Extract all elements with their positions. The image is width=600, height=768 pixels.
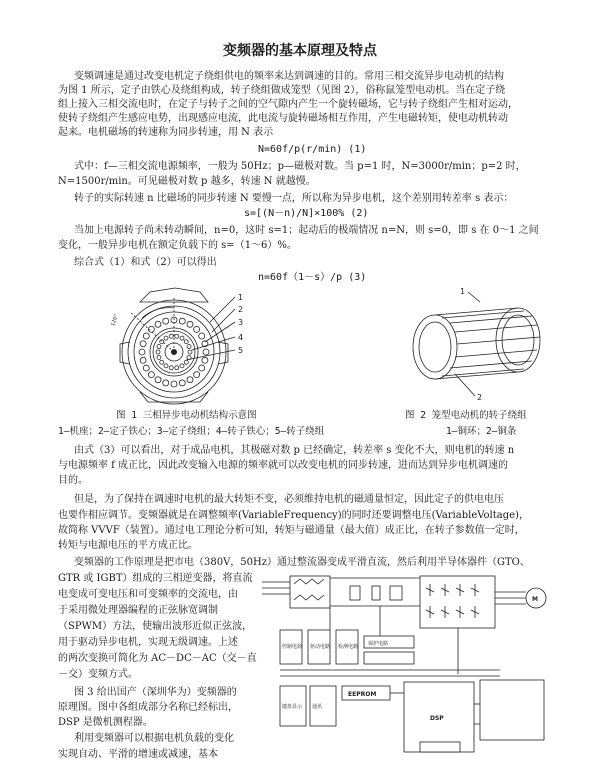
motor-symbol: M: [532, 596, 538, 603]
stator-slot: [202, 357, 208, 363]
block-label: 驱动电路: [310, 644, 331, 650]
paragraph-line: 故简称 VVVF（装置）。通过电工理论分析可知，转矩与磁通量（最大值）成正比，在转子参数值一定时，: [58, 525, 525, 536]
stator-slot: [148, 372, 154, 378]
paragraph-line: 为图 1 所示，定子由铁心及绕组构成，转子绕组做成笼型（见图 2），俗称鼠笼型电动机。当在定子绕: [58, 85, 506, 96]
formula-2: s=[(N－n)/N]×100% (2): [244, 208, 369, 219]
paragraph-line: 式中：f—三相交流电源频率，一般为 50Hz；p—磁极对数。当 p=1 时，N=3000r/min；p=2 时，: [74, 161, 526, 172]
stator-slot: [203, 349, 209, 355]
paragraph-line: DSP 是微机测程器。: [58, 717, 153, 728]
paragraph-line: 实现自动、平滑的增速或减速，基本: [58, 749, 218, 760]
paragraph-line: 组上接入三相交流电时，在定子与转子之间的空气隙内产生一个旋转磁场，它与转子绕组产生相对运动，: [58, 99, 518, 110]
block-label: 保护电路: [368, 641, 389, 647]
rotor-slot: [184, 340, 188, 344]
paragraph-line: 但是，为了保持在调速时电机的最大转矩不变，必须维持电机的磁通量恒定，因此定子的供电电压: [74, 494, 504, 505]
formula-3: n=60f（1－s）/p (3): [258, 272, 367, 283]
paragraph-line: 起来。电机磁场的转速称为同步转速，用 N 表示: [58, 127, 274, 138]
formula-1: N=60f/p(r/min) (1): [258, 144, 367, 155]
stator-slot: [194, 326, 200, 332]
block-label: 键盘显示: [282, 704, 303, 710]
paragraph-line: 变频器的工作原理是把市电（380V，50Hz）通过整流器变成平滑直流，然后利用半导体器件（GTO、: [74, 557, 530, 568]
figure-2-caption: 图 2 笼型电动机的转子绕组: [405, 410, 527, 421]
figure-2-squirrel-cage: [400, 287, 560, 402]
paragraph-line: 原理图。图中各组成部分名称已经标出，: [58, 702, 238, 713]
article-title: 变频器的基本原理及特点: [223, 43, 377, 59]
rotor-slot: [175, 334, 179, 338]
stator-slot: [194, 372, 200, 378]
paragraph-line: 变化，一般异步电机在额定负载下的 s=（1～6）%。: [58, 240, 297, 251]
rotor-slot: [184, 360, 188, 364]
paragraph-line: 综合式（1）和式（2）可以得出: [74, 257, 217, 268]
paragraph-line: N=1500r/min。可见磁极对数 p 越多，转速 N 就越慢。: [58, 176, 316, 187]
stator-slot: [140, 341, 146, 347]
paragraph-line: 图 3 给出国产（深圳华为）变频器的: [74, 687, 237, 698]
block-label: DSP: [430, 715, 444, 722]
figure-1-motor-structure: [100, 282, 300, 407]
fig2-marker: 2: [477, 393, 483, 402]
fig1-marker: 2: [238, 305, 244, 314]
rotor-slot: [164, 364, 168, 368]
stator-slot: [179, 380, 185, 386]
fig1-marker: 1: [238, 293, 244, 302]
rotor-slot: [169, 366, 173, 370]
block-label: 检测电路: [338, 644, 359, 650]
block-label: EEPROM: [348, 691, 377, 698]
paragraph-line: 当加上电源转子尚未转动瞬间，n=0，这时 s=1；起动后的极端情况 n=N，则 s=0，即 s 在 0～1 之间: [74, 225, 539, 236]
paragraph-line: 电变成可变电压和可变频率的交流电，由: [58, 589, 238, 600]
stator-slot: [143, 365, 149, 371]
figure-3-inverter-schematic: [260, 574, 550, 762]
fig1-marker: 3: [238, 318, 244, 327]
stator-slot: [171, 381, 177, 387]
power-circuit: [262, 576, 546, 628]
stator-slot: [155, 321, 161, 327]
paragraph-line: （SPWM）方法，使输出波形近似正弦波，: [58, 621, 253, 632]
paragraph-line: 使转子绕组产生感应电势，出现感应电流，此电流与旋转磁场相互作用，产生电磁转矩，使电动机转动: [58, 113, 508, 124]
paragraph-line: 目的。: [58, 475, 88, 486]
rotor-slot: [187, 345, 191, 349]
fig1-marker: 4: [238, 333, 244, 342]
cage-rotor-drawing: [413, 308, 540, 379]
rotor-slot: [180, 336, 184, 340]
rotor-slot: [180, 364, 184, 368]
figure-2-legend: 1—铜环；2—铜条: [446, 426, 517, 437]
rotor-slot: [160, 360, 164, 364]
stator-slot: [163, 318, 169, 324]
figure-1-caption: 图 1 三相异步电动机结构示意图: [116, 410, 257, 421]
stator-slot: [139, 349, 145, 355]
block-label: 通讯: [312, 704, 323, 710]
paragraph-line: 也要作相应调节。变频器就是在调整频率(VariableFrequency)的同时还要调整电压(VariableVoltage)，: [58, 510, 529, 521]
figure-1-legend: 1—机座；2—定子铁心；3—定子绕组；4—转子铁心；5—转子绕组: [58, 426, 325, 437]
fig2-marker: 1: [460, 287, 466, 296]
rotor-slot: [156, 350, 160, 354]
paragraph-line: 用于驱动异步电机，实现无级调速。上述: [58, 637, 238, 648]
paragraph-line: －交）变频方式。: [58, 669, 138, 680]
paragraph-line: 转矩与电源电压的平方成正比。: [58, 540, 198, 551]
paragraph-line: 于采用微处理器编程的正弦脉宽调制: [58, 605, 218, 616]
stator-slot: [199, 365, 205, 371]
stator-slot: [155, 377, 161, 383]
motor-housing-drawing: [120, 288, 228, 404]
stator-slot: [143, 333, 149, 339]
stator-slot: [179, 318, 185, 324]
stator-slot: [140, 357, 146, 363]
rotor-slot: [169, 334, 173, 338]
paragraph-line: 由式（3）可以看出，对于成品电机，其极磁对数 p 已经确定，转差率 s 变化不大，则电机的转速 n: [74, 445, 515, 456]
rotor-slot: [164, 336, 168, 340]
rotor-slot: [160, 340, 164, 344]
paragraph-line: 与电源频率 f 成正比，因此改变输入电源的频率就可以改变电机的同步转速，进而达到异步电机调速的: [58, 460, 509, 471]
stator-slot: [199, 333, 205, 339]
rotor-slot: [188, 350, 192, 354]
paragraph-line: GTR 或 IGBT）组成的三相逆变器，将直流: [58, 573, 253, 584]
stator-slot: [187, 377, 193, 383]
rotor-slot: [157, 345, 161, 349]
paragraph-line: 利用变频器可以根据电机负载的变化: [74, 733, 234, 744]
paragraph-line: 的两次变换可简化为 AC－DC－AC（交－直: [58, 653, 257, 664]
paragraph-line: 转子的实际转速 n 比磁场的同步转速 N 要慢一点，所以称为异步电机，这个差别用转差率 s 表示：: [74, 193, 514, 204]
paragraph-line: 变频调速是通过改变电机定子绕组供电的频率来达到调速的目的。常用三相交流异步电动机的结构: [74, 71, 504, 82]
rotor-slot: [157, 355, 161, 359]
control-circuit: [280, 606, 544, 752]
stator-slot: [187, 321, 193, 327]
fig1-marker: 5: [238, 346, 244, 355]
rotor-slot: [175, 366, 179, 370]
block-label: 控制电源: [282, 644, 303, 650]
angle-label: 120°: [110, 313, 120, 328]
stator-slot: [163, 380, 169, 386]
